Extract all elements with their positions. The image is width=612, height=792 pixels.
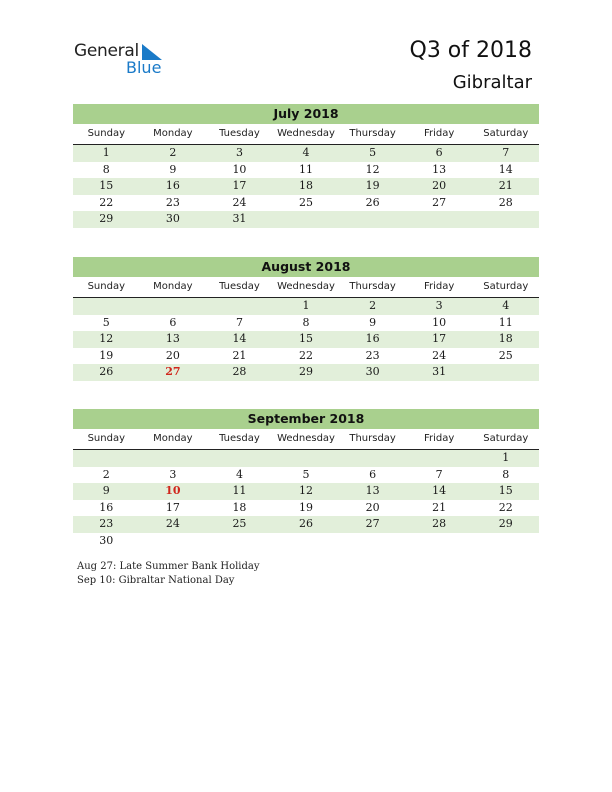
weekday-label: Tuesday <box>219 281 260 292</box>
weekday-label: Friday <box>424 281 455 292</box>
day-cell <box>406 533 473 550</box>
day-cell: 29 <box>498 517 513 530</box>
day-cell: 24 <box>232 195 247 209</box>
day-cell: 17 <box>432 332 447 345</box>
day-cell: 12 <box>299 484 314 497</box>
day-cell <box>273 450 340 467</box>
day-cell: 13 <box>432 162 447 176</box>
day-cell: 9 <box>169 162 177 176</box>
day-cell: 29 <box>299 365 314 378</box>
day-cell <box>206 533 273 550</box>
day-cell <box>472 364 539 381</box>
day-cell: 6 <box>369 467 377 481</box>
day-cell: 10 <box>432 315 447 329</box>
day-cell: 20 <box>432 179 447 192</box>
day-cell <box>472 211 539 228</box>
day-cell: 24 <box>165 517 180 530</box>
weekday-label: Monday <box>153 433 193 444</box>
day-cell: 9 <box>102 484 110 497</box>
day-cell: 13 <box>365 484 380 497</box>
day-cell: 11 <box>498 315 513 329</box>
month-calendar-july <box>73 104 539 228</box>
day-cell: 19 <box>365 179 380 192</box>
day-cell: 16 <box>165 179 180 192</box>
day-cell: 30 <box>99 533 114 547</box>
day-cell: 24 <box>432 348 447 362</box>
day-cell: 28 <box>232 365 247 378</box>
week-row <box>73 195 539 212</box>
day-cell: 22 <box>99 195 114 209</box>
day-cell: 2 <box>369 299 377 312</box>
day-cell: 18 <box>299 179 314 192</box>
day-cell <box>140 450 207 467</box>
day-cell: 21 <box>232 348 247 362</box>
week-row <box>73 516 539 533</box>
day-cell: 2 <box>169 146 177 159</box>
day-cell: 1 <box>102 146 110 159</box>
day-cell <box>206 450 273 467</box>
day-cell: 31 <box>232 212 247 225</box>
day-cell: 18 <box>232 500 247 514</box>
day-cell: 1 <box>502 451 510 464</box>
day-cell: 26 <box>365 195 380 209</box>
week-row <box>73 533 539 550</box>
weekday-label: Wednesday <box>277 433 335 444</box>
day-cell: 19 <box>99 348 114 362</box>
month-calendar-september <box>73 409 539 549</box>
weekday-label: Friday <box>424 128 455 139</box>
week-row <box>73 500 539 517</box>
weekday-label: Wednesday <box>277 128 335 139</box>
day-cell <box>472 533 539 550</box>
day-cell <box>273 533 340 550</box>
weekday-label: Sunday <box>87 128 125 139</box>
day-cell: 5 <box>102 315 110 329</box>
weekday-label: Wednesday <box>277 281 335 292</box>
day-cell: 30 <box>165 212 180 225</box>
month-header: September 2018 <box>73 409 539 429</box>
holiday-day-cell: 27 <box>165 365 181 378</box>
day-cell: 28 <box>432 517 447 530</box>
day-cell: 23 <box>165 195 180 209</box>
week-row <box>73 467 539 484</box>
day-cell: 26 <box>299 517 314 530</box>
weekday-label: Saturday <box>483 281 529 292</box>
weekday-label: Sunday <box>87 433 125 444</box>
day-cell: 18 <box>498 332 513 345</box>
week-row <box>73 211 539 228</box>
country-subtitle: Gibraltar <box>452 72 532 93</box>
day-cell: 20 <box>365 500 380 514</box>
day-cell: 3 <box>435 299 443 312</box>
day-cell: 12 <box>99 332 114 345</box>
day-cell: 20 <box>165 348 180 362</box>
holiday-notes <box>77 560 260 587</box>
weekday-label: Saturday <box>483 128 529 139</box>
logo-text-general: General <box>74 41 139 61</box>
holiday-note: Aug 27: Late Summer Bank Holiday <box>77 561 260 572</box>
day-cell: 14 <box>498 162 513 176</box>
day-cell: 26 <box>99 365 114 378</box>
weekday-header-row <box>73 124 539 145</box>
day-cell <box>339 450 406 467</box>
day-cell <box>406 450 473 467</box>
weekday-label: Thursday <box>349 128 396 139</box>
day-cell: 4 <box>502 299 510 312</box>
month-calendar-august <box>73 257 539 381</box>
weekday-header-row <box>73 277 539 298</box>
month-header: July 2018 <box>73 104 539 124</box>
day-cell: 23 <box>99 517 114 530</box>
day-cell: 12 <box>365 162 380 176</box>
week-row <box>73 145 539 162</box>
day-cell: 15 <box>99 179 114 192</box>
day-cell: 31 <box>432 365 447 378</box>
week-row <box>73 178 539 195</box>
logo <box>74 41 174 81</box>
day-cell: 6 <box>435 146 443 159</box>
day-cell: 7 <box>235 315 243 329</box>
week-row <box>73 483 539 500</box>
weeks-container <box>73 450 539 549</box>
day-cell <box>339 211 406 228</box>
weekday-label: Monday <box>153 281 193 292</box>
day-cell: 11 <box>299 162 314 176</box>
day-cell <box>339 533 406 550</box>
weekday-label: Tuesday <box>219 128 260 139</box>
logo-text-blue: Blue <box>126 58 162 77</box>
day-cell <box>273 211 340 228</box>
day-cell: 17 <box>232 179 247 192</box>
day-cell: 27 <box>365 517 380 530</box>
weeks-container <box>73 145 539 228</box>
week-row <box>73 364 539 381</box>
day-cell: 9 <box>369 315 377 329</box>
week-row <box>73 298 539 315</box>
weekday-label: Friday <box>424 433 455 444</box>
day-cell <box>140 533 207 550</box>
day-cell: 5 <box>369 146 377 159</box>
day-cell: 25 <box>299 195 314 209</box>
day-cell: 21 <box>432 500 447 514</box>
day-cell: 4 <box>235 467 243 481</box>
day-cell: 16 <box>99 500 114 514</box>
day-cell: 3 <box>169 467 177 481</box>
day-cell: 7 <box>435 467 443 481</box>
day-cell: 30 <box>365 365 380 378</box>
weekday-label: Saturday <box>483 433 529 444</box>
day-cell <box>406 211 473 228</box>
day-cell <box>140 298 207 315</box>
week-row <box>73 348 539 365</box>
week-row <box>73 331 539 348</box>
day-cell: 14 <box>232 332 247 345</box>
day-cell <box>73 450 140 467</box>
day-cell <box>206 298 273 315</box>
day-cell: 15 <box>498 484 513 497</box>
day-cell: 14 <box>432 484 447 497</box>
weekday-header-row <box>73 429 539 450</box>
day-cell: 3 <box>235 146 243 159</box>
day-cell: 8 <box>102 162 110 176</box>
holiday-day-cell: 10 <box>165 484 181 497</box>
weeks-container <box>73 298 539 381</box>
day-cell: 15 <box>299 332 314 345</box>
day-cell: 17 <box>165 500 180 514</box>
day-cell: 11 <box>232 484 247 497</box>
day-cell: 28 <box>498 195 513 209</box>
day-cell: 25 <box>498 348 513 362</box>
week-row <box>73 315 539 332</box>
day-cell: 1 <box>302 299 310 312</box>
day-cell: 19 <box>299 500 314 514</box>
weekday-label: Thursday <box>349 433 396 444</box>
day-cell: 5 <box>302 467 310 481</box>
week-row <box>73 162 539 179</box>
weekday-label: Sunday <box>87 281 125 292</box>
day-cell: 25 <box>232 517 247 530</box>
day-cell: 8 <box>302 315 310 329</box>
day-cell: 22 <box>299 348 314 362</box>
day-cell: 2 <box>102 467 110 481</box>
day-cell: 4 <box>302 146 310 159</box>
day-cell: 29 <box>99 212 114 225</box>
day-cell <box>73 298 140 315</box>
day-cell: 8 <box>502 467 510 481</box>
day-cell: 21 <box>498 179 513 192</box>
day-cell: 22 <box>498 500 513 514</box>
day-cell: 23 <box>365 348 380 362</box>
page-title: Q3 of 2018 <box>409 38 532 63</box>
day-cell: 10 <box>232 162 247 176</box>
day-cell: 7 <box>502 146 510 159</box>
day-cell: 16 <box>365 332 380 345</box>
day-cell: 13 <box>165 332 180 345</box>
week-row <box>73 450 539 467</box>
day-cell: 27 <box>432 195 447 209</box>
weekday-label: Tuesday <box>219 433 260 444</box>
holiday-note: Sep 10: Gibraltar National Day <box>77 574 235 586</box>
month-header: August 2018 <box>73 257 539 277</box>
weekday-label: Thursday <box>349 281 396 292</box>
day-cell: 6 <box>169 315 177 329</box>
weekday-label: Monday <box>153 128 193 139</box>
